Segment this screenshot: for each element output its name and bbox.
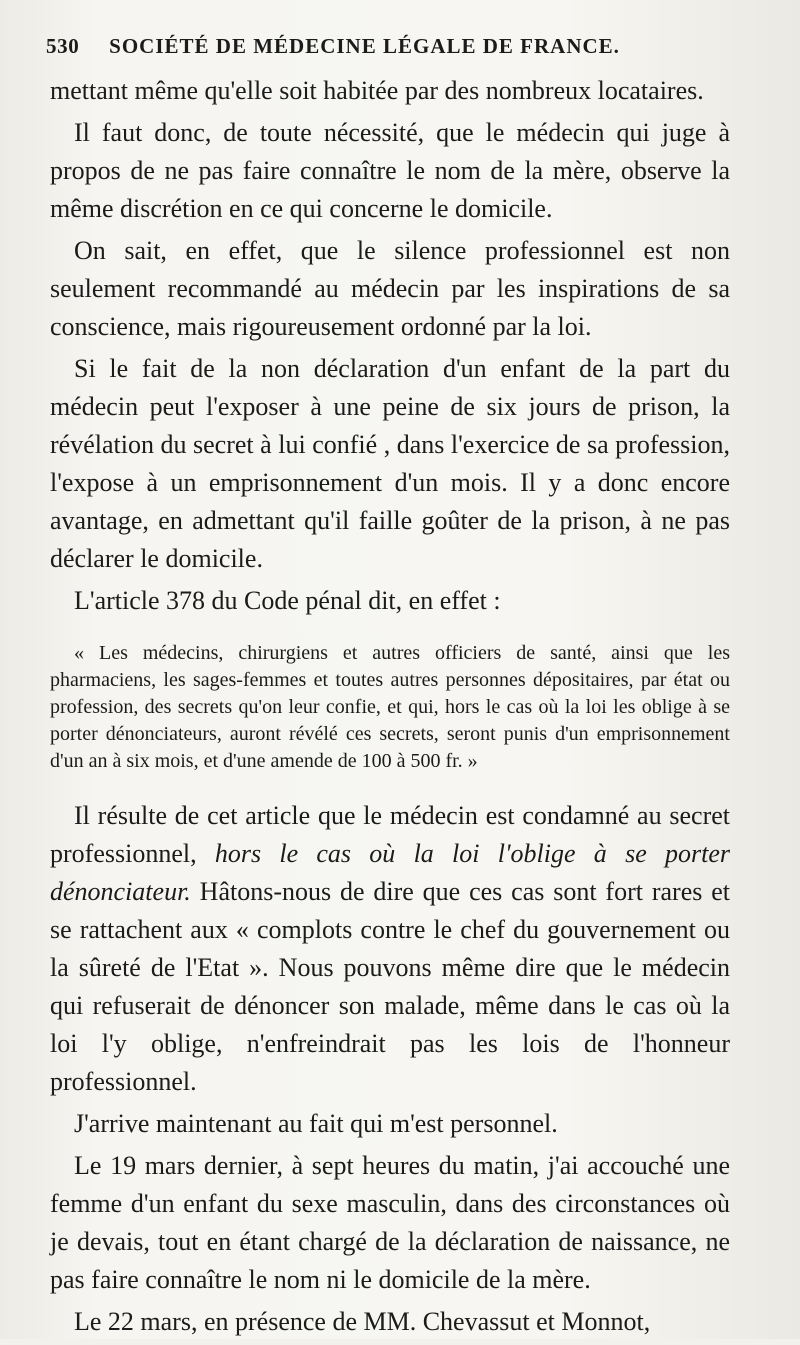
page-number: 530: [46, 34, 80, 58]
paragraph-2: Il faut donc, de toute nécessité, que le médecin qui juge à propos de ne pas faire connaître le nom de la mère, observe la même discrétion en ce qui concerne le domicile.: [50, 118, 730, 223]
running-title: SOCIÉTÉ DE MÉDECINE LÉGALE DE FRANCE.: [109, 34, 620, 58]
paragraph-6: [50, 797, 730, 1101]
paragraph-6-start: Il résulte de cet article que le médecin est condamné au secret professionnel,: [50, 801, 730, 868]
paragraph-7: J'arrive maintenant au fait qui m'est personnel.: [74, 1109, 558, 1138]
paragraph-1: mettant même qu'elle soit habitée par des nombreux locataires.: [50, 76, 704, 105]
paragraph-5: L'article 378 du Code pénal dit, en effet :: [74, 586, 501, 615]
paragraph-6-end: Hâtons-nous de dire que ces cas sont fort rares et se rattachent aux « complots contre le chef du gouvernement ou la sûreté de l'Etat ». Nous pouvons même dire que le médecin qui refuserait de dénoncer son malade, même dans le cas où la loi l'y oblige, n'enfreindrait pas les lois de l'honneur professionnel.: [50, 877, 730, 1096]
paragraph-8: Le 19 mars dernier, à sept heures du matin, j'ai accouché une femme d'un enfant du sexe masculin, dans des circonstances où je devais, tout en étant chargé de la déclaration de naissance, ne pas faire connaître le nom ni le domicile de la mère.: [50, 1151, 730, 1294]
paragraph-6-italic: hors le cas où la loi l'oblige à se porter dénonciateur.: [50, 839, 730, 906]
page-header: [46, 34, 742, 59]
paragraph-9: Le 22 mars, en présence de MM. Chevassut et Monnot,: [74, 1307, 651, 1336]
page-body: [50, 72, 730, 1345]
paragraph-3: On sait, en effet, que le silence professionnel est non seulement recommandé au médecin par les inspirations de sa conscience, mais rigoureusement ordonné par la loi.: [50, 236, 730, 341]
legal-quote: « Les médecins, chirurgiens et autres officiers de santé, ainsi que les pharmaciens, les sages-femmes et toutes autres personnes dépositaires, par état ou profession, des secrets qu'on leur confie, et qui, hors le cas où la loi les oblige à se porter dénonciateurs, auront révélé ces secrets, seront punis d'un emprisonnement d'un an à six mois, et d'une amende de 100 à 500 fr. »: [50, 642, 730, 772]
paragraph-4: Si le fait de la non déclaration d'un enfant de la part du médecin peut l'exposer à une peine de six jours de prison, la révélation du secret à lui confié , dans l'exercice de sa profession, l'expose à un emprisonnement d'un mois. Il y a donc encore avantage, en admettant qu'il faille goûter de la prison, à ne pas déclarer le domicile.: [50, 354, 730, 573]
